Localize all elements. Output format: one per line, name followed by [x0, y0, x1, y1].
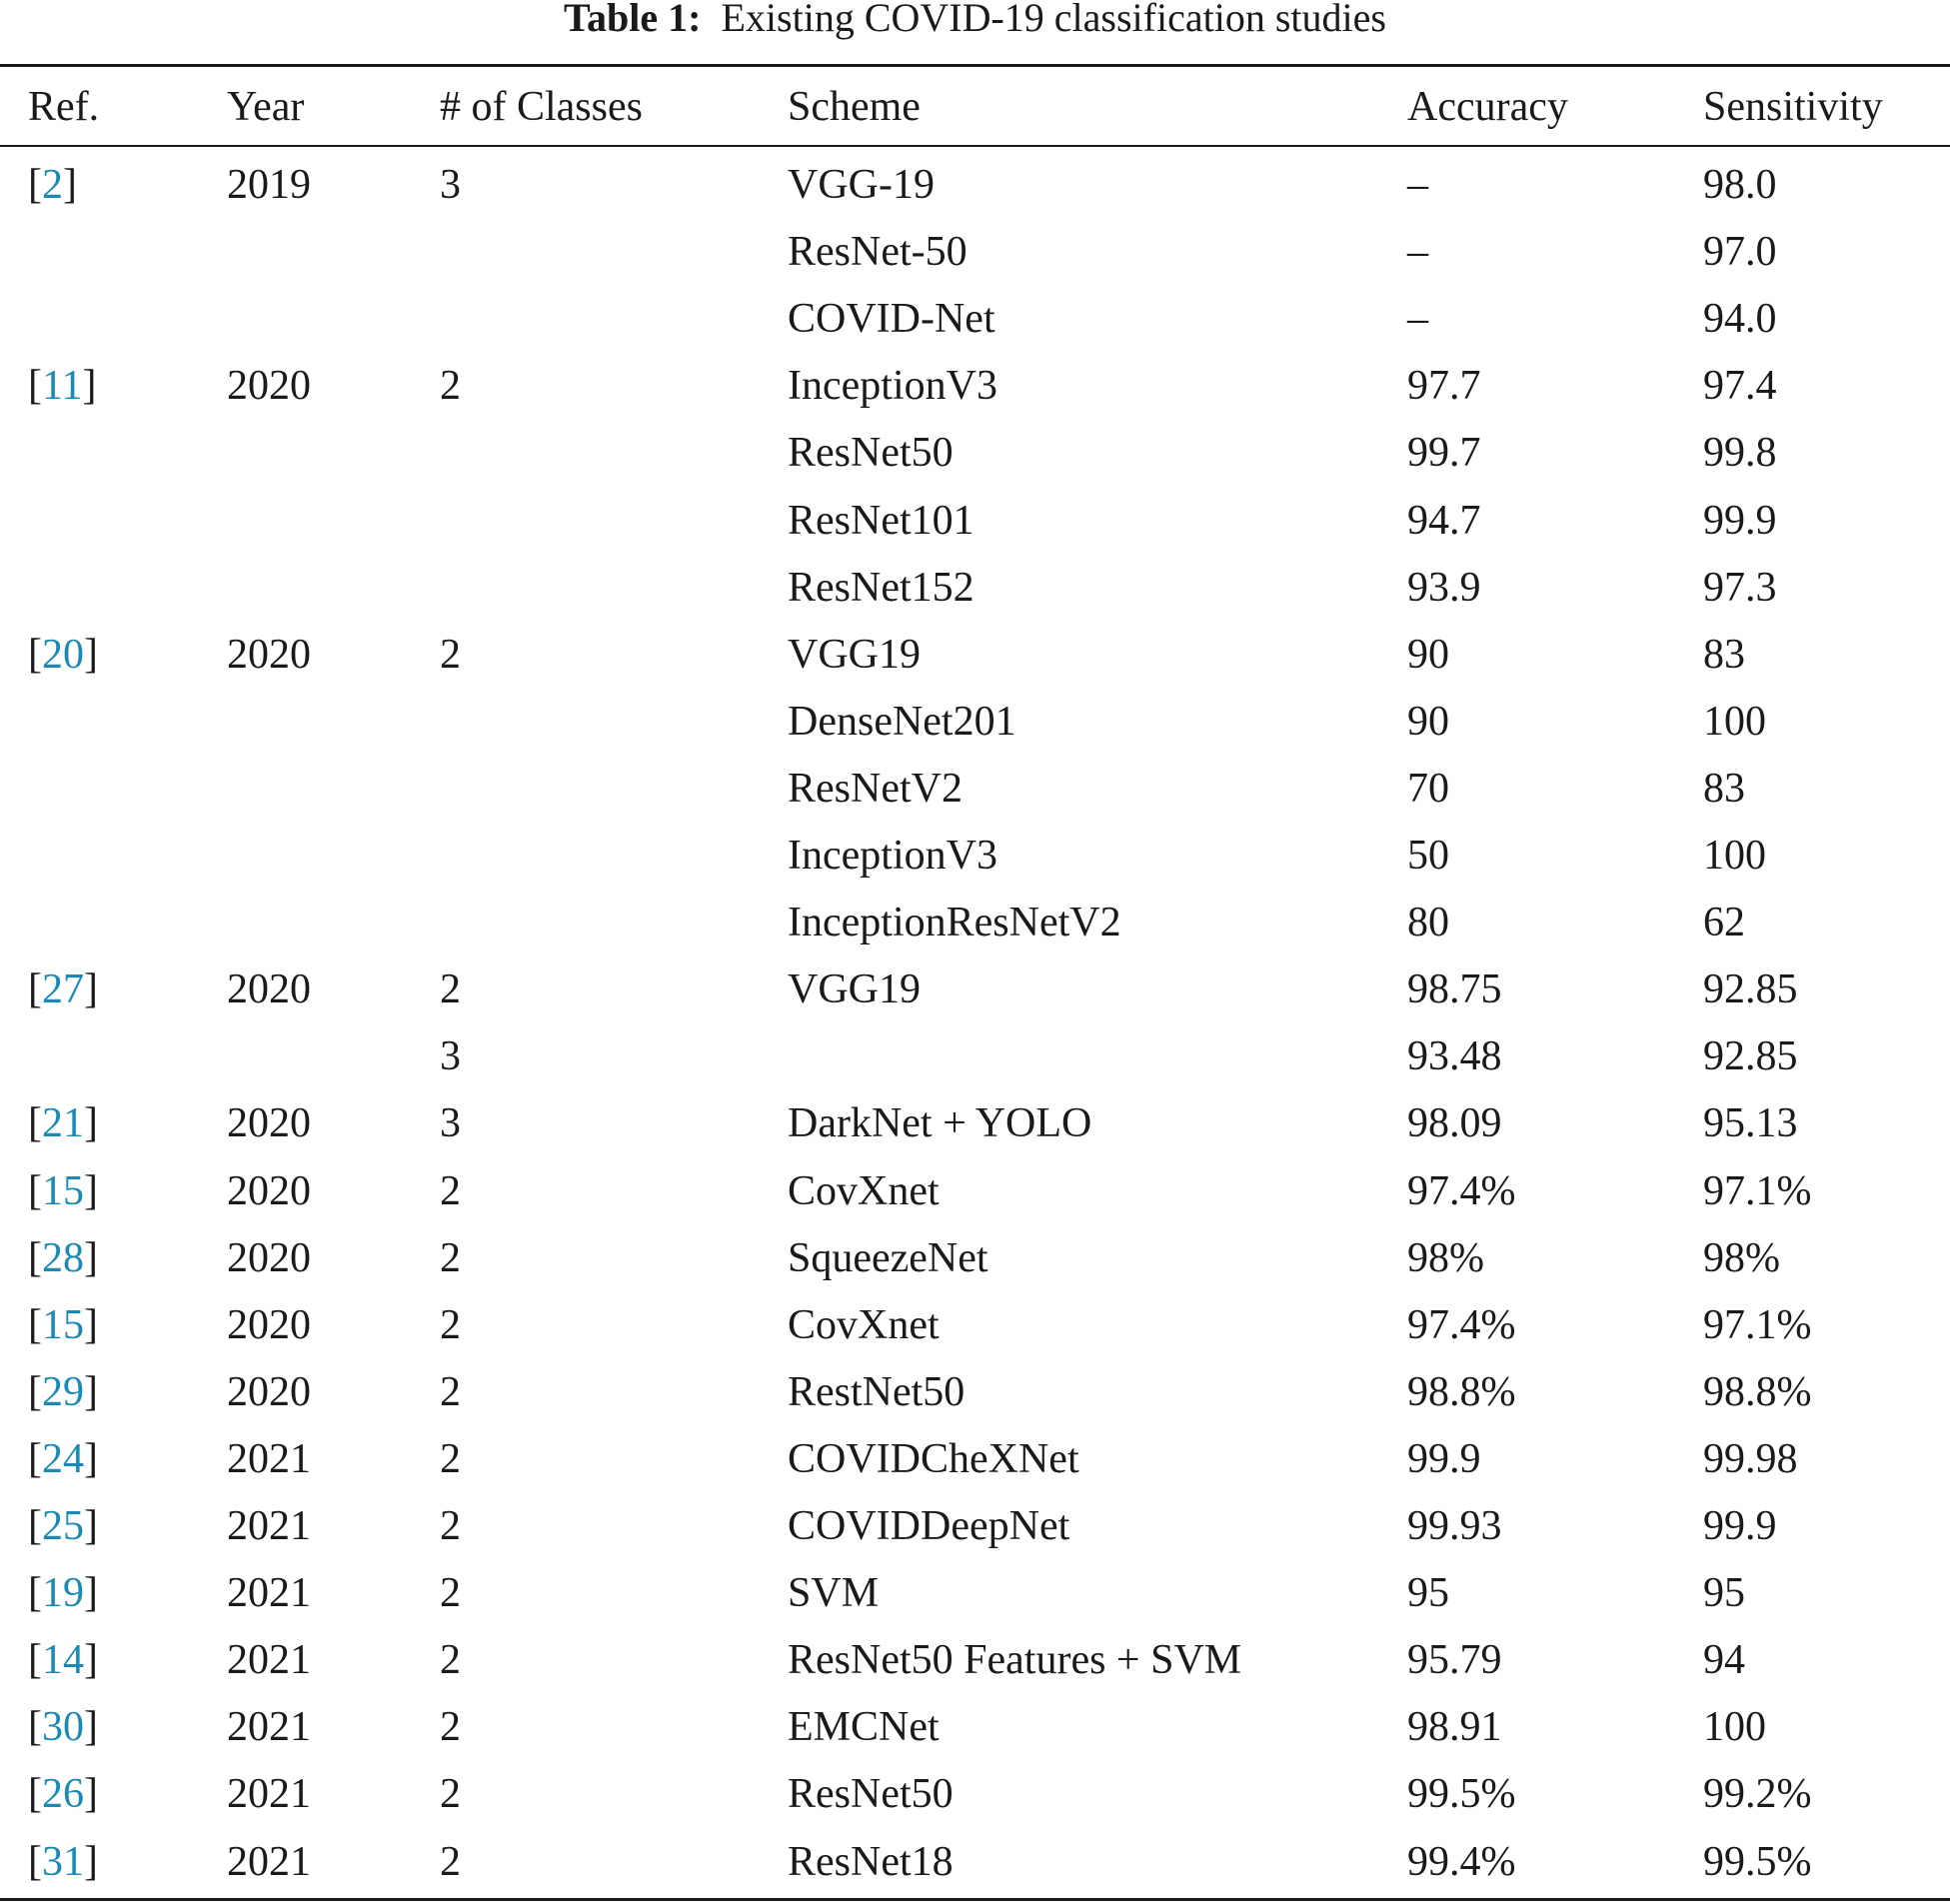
citation-link[interactable]: 29 — [42, 1368, 84, 1415]
table-row — [0, 555, 1950, 622]
cell-accuracy: 99.93 — [1407, 1503, 1502, 1549]
citation-link[interactable]: 2 — [42, 162, 63, 208]
cell-accuracy: 99.7 — [1407, 430, 1481, 477]
table-row — [0, 1627, 1950, 1694]
cell-scheme: ResNetV2 — [788, 765, 963, 812]
cell-ref: [15] — [28, 1167, 98, 1214]
cell-sensitivity: 99.8 — [1703, 430, 1777, 477]
table-row — [0, 1560, 1950, 1627]
table-row — [0, 622, 1950, 689]
caption-label: Table 1: — [564, 0, 702, 40]
cell-ref: [20] — [28, 631, 98, 678]
cell-classes: 2 — [440, 1637, 461, 1684]
cell-classes: 2 — [440, 1435, 461, 1482]
cell-year: 2021 — [227, 1838, 311, 1885]
cell-classes: 2 — [440, 631, 461, 678]
table-row — [0, 1694, 1950, 1761]
cell-year: 2021 — [227, 1503, 311, 1549]
table-row — [0, 1158, 1950, 1225]
table-row — [0, 1090, 1950, 1157]
cell-scheme: VGG19 — [788, 631, 921, 678]
cell-accuracy: 70 — [1407, 765, 1449, 812]
header-accuracy: Accuracy — [1407, 84, 1568, 130]
cell-year: 2021 — [227, 1704, 311, 1751]
cell-accuracy: 99.5% — [1407, 1771, 1516, 1818]
cell-scheme: CovXnet — [788, 1301, 940, 1348]
cell-sensitivity: 92.85 — [1703, 966, 1798, 1013]
table-row — [0, 1493, 1950, 1560]
citation-link[interactable]: 21 — [42, 1100, 84, 1147]
cell-classes: 2 — [440, 1503, 461, 1549]
cell-year: 2020 — [227, 966, 311, 1013]
cell-year: 2019 — [227, 162, 311, 208]
cell-classes: 2 — [440, 1167, 461, 1214]
cell-sensitivity: 100 — [1703, 833, 1766, 879]
cell-ref: [27] — [28, 966, 98, 1013]
cell-accuracy: 95 — [1407, 1570, 1449, 1617]
cell-scheme: DarkNet + YOLO — [788, 1100, 1092, 1147]
table-row — [0, 1829, 1950, 1896]
cell-ref: [2] — [28, 162, 77, 208]
cell-year: 2020 — [227, 1368, 311, 1415]
table-row — [0, 219, 1950, 286]
citation-link[interactable]: 19 — [42, 1570, 84, 1617]
cell-ref: [29] — [28, 1368, 98, 1415]
cell-scheme: COVIDDeepNet — [788, 1503, 1070, 1549]
cell-sensitivity: 99.5% — [1703, 1838, 1812, 1885]
cell-accuracy: 99.4% — [1407, 1838, 1516, 1885]
table-row — [0, 1359, 1950, 1426]
cell-accuracy: 80 — [1407, 900, 1449, 947]
cell-year: 2020 — [227, 1234, 311, 1281]
cell-sensitivity: 97.1% — [1703, 1301, 1812, 1348]
cell-scheme: InceptionResNetV2 — [788, 900, 1121, 947]
table-row — [0, 823, 1950, 890]
cell-sensitivity: 97.1% — [1703, 1167, 1812, 1214]
cell-ref: [19] — [28, 1570, 98, 1617]
cell-accuracy: 98% — [1407, 1234, 1484, 1281]
cell-accuracy: 94.7 — [1407, 497, 1481, 544]
cell-classes: 2 — [440, 1838, 461, 1885]
cell-sensitivity: 99.2% — [1703, 1771, 1812, 1818]
cell-year: 2020 — [227, 1301, 311, 1348]
cell-ref: [25] — [28, 1503, 98, 1549]
cell-sensitivity: 99.9 — [1703, 497, 1777, 544]
cell-accuracy: 97.4% — [1407, 1301, 1516, 1348]
cell-accuracy: 95.79 — [1407, 1637, 1502, 1684]
cell-sensitivity: 98% — [1703, 1234, 1780, 1281]
header-sensitivity: Sensitivity — [1703, 84, 1883, 130]
cell-accuracy: 93.48 — [1407, 1033, 1502, 1080]
citation-link[interactable]: 20 — [42, 631, 84, 678]
cell-ref: [24] — [28, 1435, 98, 1482]
table-row — [0, 956, 1950, 1023]
table-row — [0, 488, 1950, 555]
table-row — [0, 286, 1950, 353]
header-ref: Ref. — [28, 84, 100, 130]
cell-accuracy: 90 — [1407, 698, 1449, 745]
cell-scheme: EMCNet — [788, 1704, 940, 1751]
cell-scheme: ResNet152 — [788, 564, 975, 611]
cell-sensitivity: 99.98 — [1703, 1435, 1798, 1482]
cell-year: 2020 — [227, 363, 311, 410]
citation-link[interactable]: 31 — [42, 1838, 84, 1885]
cell-ref: [15] — [28, 1301, 98, 1348]
cell-classes: 2 — [440, 1570, 461, 1617]
cell-ref: [30] — [28, 1704, 98, 1751]
table-row — [0, 1023, 1950, 1090]
table-row — [0, 1225, 1950, 1292]
cell-scheme: ResNet50 Features + SVM — [788, 1637, 1242, 1684]
cell-classes: 2 — [440, 966, 461, 1013]
table-row — [0, 1292, 1950, 1359]
cell-accuracy: 98.91 — [1407, 1704, 1502, 1751]
cell-classes: 2 — [440, 1368, 461, 1415]
cell-classes: 3 — [440, 1033, 461, 1080]
cell-accuracy: – — [1407, 229, 1428, 276]
cell-year: 2020 — [227, 1167, 311, 1214]
cell-sensitivity: 83 — [1703, 631, 1745, 678]
cell-scheme: SqueezeNet — [788, 1234, 988, 1281]
citation-link[interactable]: 30 — [42, 1704, 84, 1751]
cell-classes: 2 — [440, 1234, 461, 1281]
cell-accuracy: – — [1407, 162, 1428, 208]
cell-sensitivity: 92.85 — [1703, 1033, 1798, 1080]
cell-sensitivity: 94 — [1703, 1637, 1745, 1684]
cell-scheme: ResNet101 — [788, 497, 975, 544]
cell-accuracy: 98.8% — [1407, 1368, 1516, 1415]
table-row — [0, 353, 1950, 420]
cell-year: 2020 — [227, 631, 311, 678]
cell-scheme: VGG-19 — [788, 162, 935, 208]
citation-link[interactable]: 26 — [42, 1771, 84, 1818]
cell-year: 2021 — [227, 1570, 311, 1617]
cell-sensitivity: 83 — [1703, 765, 1745, 812]
cell-accuracy: 50 — [1407, 833, 1449, 879]
cell-accuracy: 93.9 — [1407, 564, 1481, 611]
cell-accuracy: 98.75 — [1407, 966, 1502, 1013]
cell-ref: [14] — [28, 1637, 98, 1684]
header-scheme: Scheme — [788, 84, 921, 130]
table-row — [0, 689, 1950, 756]
cell-sensitivity: 100 — [1703, 698, 1766, 745]
table-row — [0, 756, 1950, 823]
cell-classes: 3 — [440, 162, 461, 208]
cell-sensitivity: 94.0 — [1703, 296, 1777, 343]
cell-ref: [21] — [28, 1100, 98, 1147]
cell-classes: 2 — [440, 1771, 461, 1818]
cell-sensitivity: 95 — [1703, 1570, 1745, 1617]
cell-sensitivity: 98.0 — [1703, 162, 1777, 208]
cell-sensitivity: 97.0 — [1703, 229, 1777, 276]
cell-year: 2021 — [227, 1637, 311, 1684]
cell-accuracy: 90 — [1407, 631, 1449, 678]
citation-link[interactable]: 14 — [42, 1637, 84, 1684]
citation-link[interactable]: 27 — [42, 966, 84, 1013]
table-row — [0, 1426, 1950, 1493]
header-classes: # of Classes — [440, 84, 643, 130]
cell-ref: [26] — [28, 1771, 98, 1818]
table-row — [0, 420, 1950, 487]
cell-year: 2021 — [227, 1435, 311, 1482]
cell-sensitivity: 97.3 — [1703, 564, 1777, 611]
caption-text: Existing COVID-19 classification studies — [721, 0, 1386, 40]
cell-scheme: COVID-Net — [788, 296, 995, 343]
cell-year: 2021 — [227, 1771, 311, 1818]
cell-sensitivity: 95.13 — [1703, 1100, 1798, 1147]
citation-link[interactable]: 25 — [42, 1503, 84, 1549]
cell-ref: [28] — [28, 1234, 98, 1281]
cell-accuracy: – — [1407, 296, 1428, 343]
citation-link[interactable]: 15 — [42, 1167, 84, 1214]
cell-scheme: ResNet-50 — [788, 229, 968, 276]
cell-ref: [31] — [28, 1838, 98, 1885]
table-row — [0, 1761, 1950, 1828]
cell-sensitivity: 100 — [1703, 1704, 1766, 1751]
citation-link[interactable]: 11 — [42, 363, 83, 410]
cell-accuracy: 98.09 — [1407, 1100, 1502, 1147]
cell-accuracy: 99.9 — [1407, 1435, 1481, 1482]
cell-ref: [11] — [28, 363, 97, 410]
cell-year: 2020 — [227, 1100, 311, 1147]
citation-link[interactable]: 28 — [42, 1234, 84, 1281]
cell-sensitivity: 98.8% — [1703, 1368, 1812, 1415]
header-year: Year — [227, 84, 305, 130]
cell-scheme: SVM — [788, 1570, 880, 1617]
cell-classes: 2 — [440, 1704, 461, 1751]
cell-scheme: InceptionV3 — [788, 833, 997, 879]
bottom-rule — [0, 1898, 1950, 1901]
cell-classes: 2 — [440, 1301, 461, 1348]
cell-scheme: VGG19 — [788, 966, 921, 1013]
cell-sensitivity: 62 — [1703, 900, 1745, 947]
cell-scheme: DenseNet201 — [788, 698, 1016, 745]
citation-link[interactable]: 15 — [42, 1301, 84, 1348]
citation-link[interactable]: 24 — [42, 1435, 84, 1482]
cell-scheme: ResNet50 — [788, 1771, 954, 1818]
cell-accuracy: 97.7 — [1407, 363, 1481, 410]
table-row — [0, 890, 1950, 956]
cell-scheme: ResNet50 — [788, 430, 954, 477]
cell-sensitivity: 99.9 — [1703, 1503, 1777, 1549]
cell-scheme: COVIDCheXNet — [788, 1435, 1079, 1482]
cell-scheme: InceptionV3 — [788, 363, 997, 410]
cell-accuracy: 97.4% — [1407, 1167, 1516, 1214]
cell-scheme: ResNet18 — [788, 1838, 954, 1885]
table-row — [0, 152, 1950, 219]
cell-sensitivity: 97.4 — [1703, 363, 1777, 410]
cell-scheme: RestNet50 — [788, 1368, 966, 1415]
cell-classes: 3 — [440, 1100, 461, 1147]
cell-classes: 2 — [440, 363, 461, 410]
cell-scheme: CovXnet — [788, 1167, 940, 1214]
